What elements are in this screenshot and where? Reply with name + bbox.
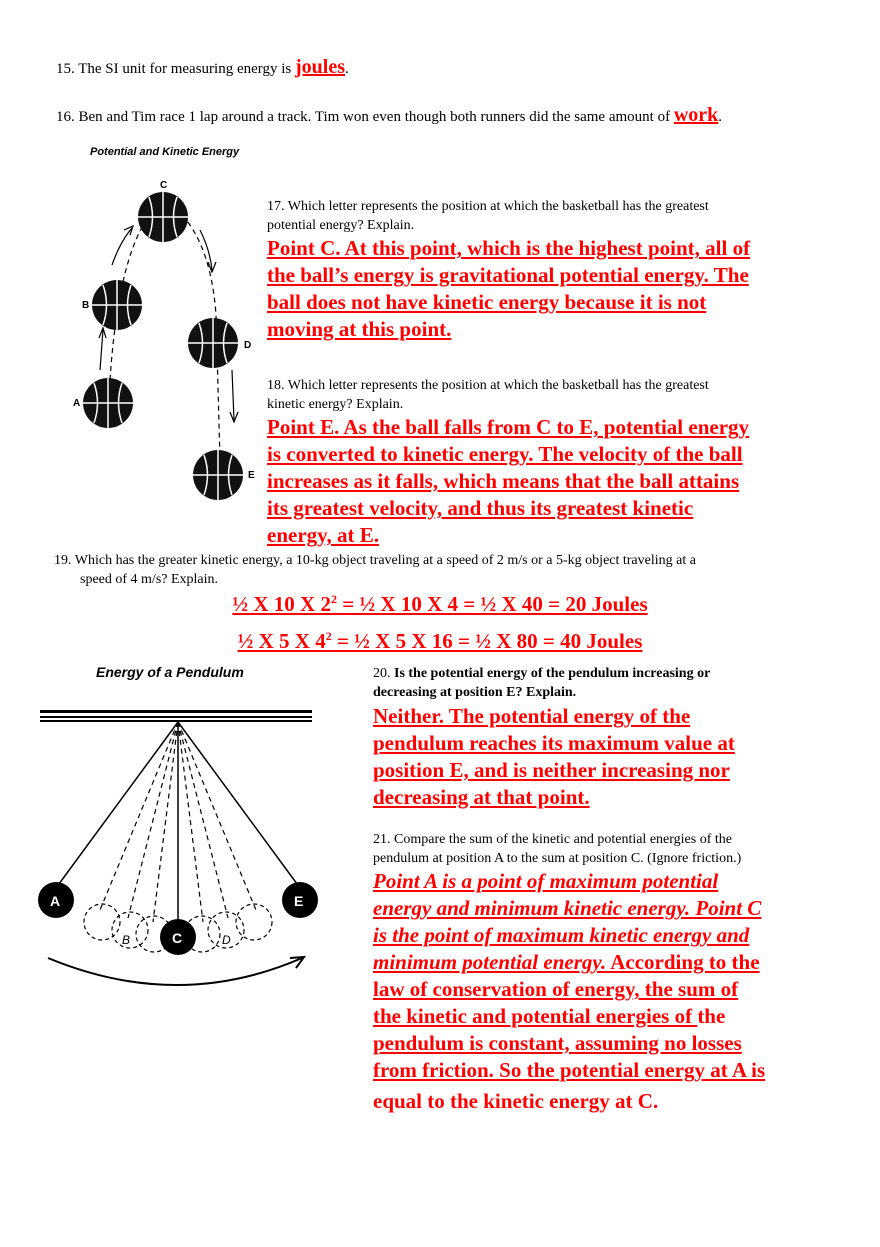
ball-b	[92, 280, 142, 330]
eq1-exponent: 2	[330, 592, 337, 606]
figure2-title: Energy of a Pendulum	[96, 664, 244, 680]
pendulum-label-e: E	[294, 893, 304, 909]
q15-text: 15. The SI unit for measuring energy is	[56, 61, 295, 77]
q18-line-2: kinetic energy? Explain.	[267, 397, 404, 412]
q21-line-2: pendulum at position A to the sum at position C. (Ignore friction.)	[373, 851, 742, 866]
a21-line-3: pendulum is constant, assuming no losses	[373, 1031, 742, 1055]
eq1-part-a: ½ X 10 X 2	[232, 592, 331, 616]
a20-line-3: position E, and is neither increasing nor	[373, 758, 730, 782]
question-19	[54, 551, 696, 589]
a18-line-1: Point E. As the ball falls from C to E, potential energy	[267, 415, 750, 439]
eq2-part-b: = ½ X 5 X 16 = ½ X 80 = 40 Joules	[331, 629, 643, 653]
basketball-diagram	[60, 170, 260, 510]
q19-equation-1	[0, 592, 880, 617]
label-c: C	[160, 180, 168, 191]
eq1-part-b: = ½ X 10 X 4 = ½ X 40 = 20 Joules	[336, 592, 648, 616]
a20-line-4: decreasing at that point.	[373, 785, 590, 809]
a18-line-3: increases as it falls, which means that the ball attains	[267, 469, 740, 493]
answer-18	[267, 414, 749, 549]
ball-a	[83, 378, 133, 428]
answer-20	[373, 703, 735, 811]
a17-line-4: moving at this point.	[267, 317, 452, 341]
eq2-part-a: ½ X 5 X 4	[237, 629, 326, 653]
a21-italic-4: minimum potential energy.	[373, 950, 607, 974]
a18-line-2: is converted to kinetic energy. The velocity of the ball	[267, 442, 743, 466]
question-21	[373, 830, 741, 868]
q18-line-1: 18. Which letter represents the position at which the basketball has the greatest	[267, 378, 709, 393]
answer-21	[373, 868, 765, 1115]
a21-line-5: equal to the kinetic energy at C.	[373, 1089, 659, 1113]
pendulum-diagram	[38, 700, 328, 990]
figure1-title: Potential and Kinetic Energy	[90, 146, 240, 158]
q17-line-2: potential energy? Explain.	[267, 218, 415, 233]
question-20	[373, 664, 710, 702]
a20-line-2: pendulum reaches its maximum value at	[373, 731, 735, 755]
ball-e	[193, 450, 243, 500]
a21-italic-1: Point A is a point of maximum potential	[373, 869, 719, 893]
q15-end: .	[345, 61, 349, 77]
a17-line-3: ball does not have kinetic energy because it is not	[267, 290, 707, 314]
q19-line-2: speed of 4 m/s? Explain.	[80, 572, 219, 587]
q16-text: 16. Ben and Tim race 1 lap around a track. Tim won even though both runners did the same amount of	[56, 109, 674, 125]
a21-line-1: law of conservation of energy, the sum of	[373, 977, 739, 1001]
q16-answer: work	[673, 104, 719, 126]
q19-line-1: 19. Which has the greater kinetic energy, a 10-kg object traveling at a speed of 2 m/s or a 5-kg object traveling at a	[54, 553, 696, 568]
ball-c	[138, 192, 188, 242]
q16-end: .	[718, 109, 723, 125]
a21-line-2: the kinetic and potential energies of	[373, 1004, 698, 1028]
pendulum-label-a: A	[50, 893, 61, 909]
a21-italic-3: is the point of maximum kinetic energy and	[373, 923, 750, 947]
a21-the: the	[697, 1004, 726, 1028]
question-18	[267, 376, 709, 414]
label-a: A	[73, 398, 81, 409]
a21-italic-2: energy and minimum kinetic energy. Point C	[373, 896, 762, 920]
label-e: E	[248, 470, 255, 481]
a18-line-5: energy, at E.	[267, 523, 379, 547]
question-17	[267, 197, 709, 235]
answer-17	[267, 235, 750, 343]
label-d: D	[244, 340, 252, 351]
a18-line-4: its greatest velocity, and thus its greatest kinetic	[267, 496, 694, 520]
q17-line-1: 17. Which letter represents the position at which the basketball has the greatest	[267, 199, 709, 214]
eq2-exponent: 2	[325, 629, 332, 643]
label-b: B	[82, 300, 90, 311]
a17-line-2: the ball’s energy is gravitational potential energy. The	[267, 263, 749, 287]
a21-line-4: from friction. So the potential energy at A is	[373, 1058, 766, 1082]
a17-line-1: Point C. At this point, which is the highest point, all of	[267, 236, 751, 260]
q20-number: 20.	[373, 666, 394, 681]
q15-answer: joules	[295, 56, 345, 78]
question-15	[56, 58, 349, 79]
pendulum-label-b: B	[122, 933, 131, 947]
pendulum-label-d: D	[222, 933, 231, 947]
pendulum-label-c: C	[172, 930, 183, 946]
ball-d	[188, 318, 238, 368]
q21-line-1: 21. Compare the sum of the kinetic and potential energies of the	[373, 832, 732, 847]
question-16	[56, 106, 722, 127]
a21-tail: According to the	[606, 950, 760, 974]
q20-line-2: decreasing at position E? Explain.	[373, 685, 577, 700]
a20-line-1: Neither. The potential energy of the	[373, 704, 691, 728]
q19-equation-2	[0, 629, 880, 654]
q20-line-1: Is the potential energy of the pendulum increasing or	[394, 666, 711, 681]
